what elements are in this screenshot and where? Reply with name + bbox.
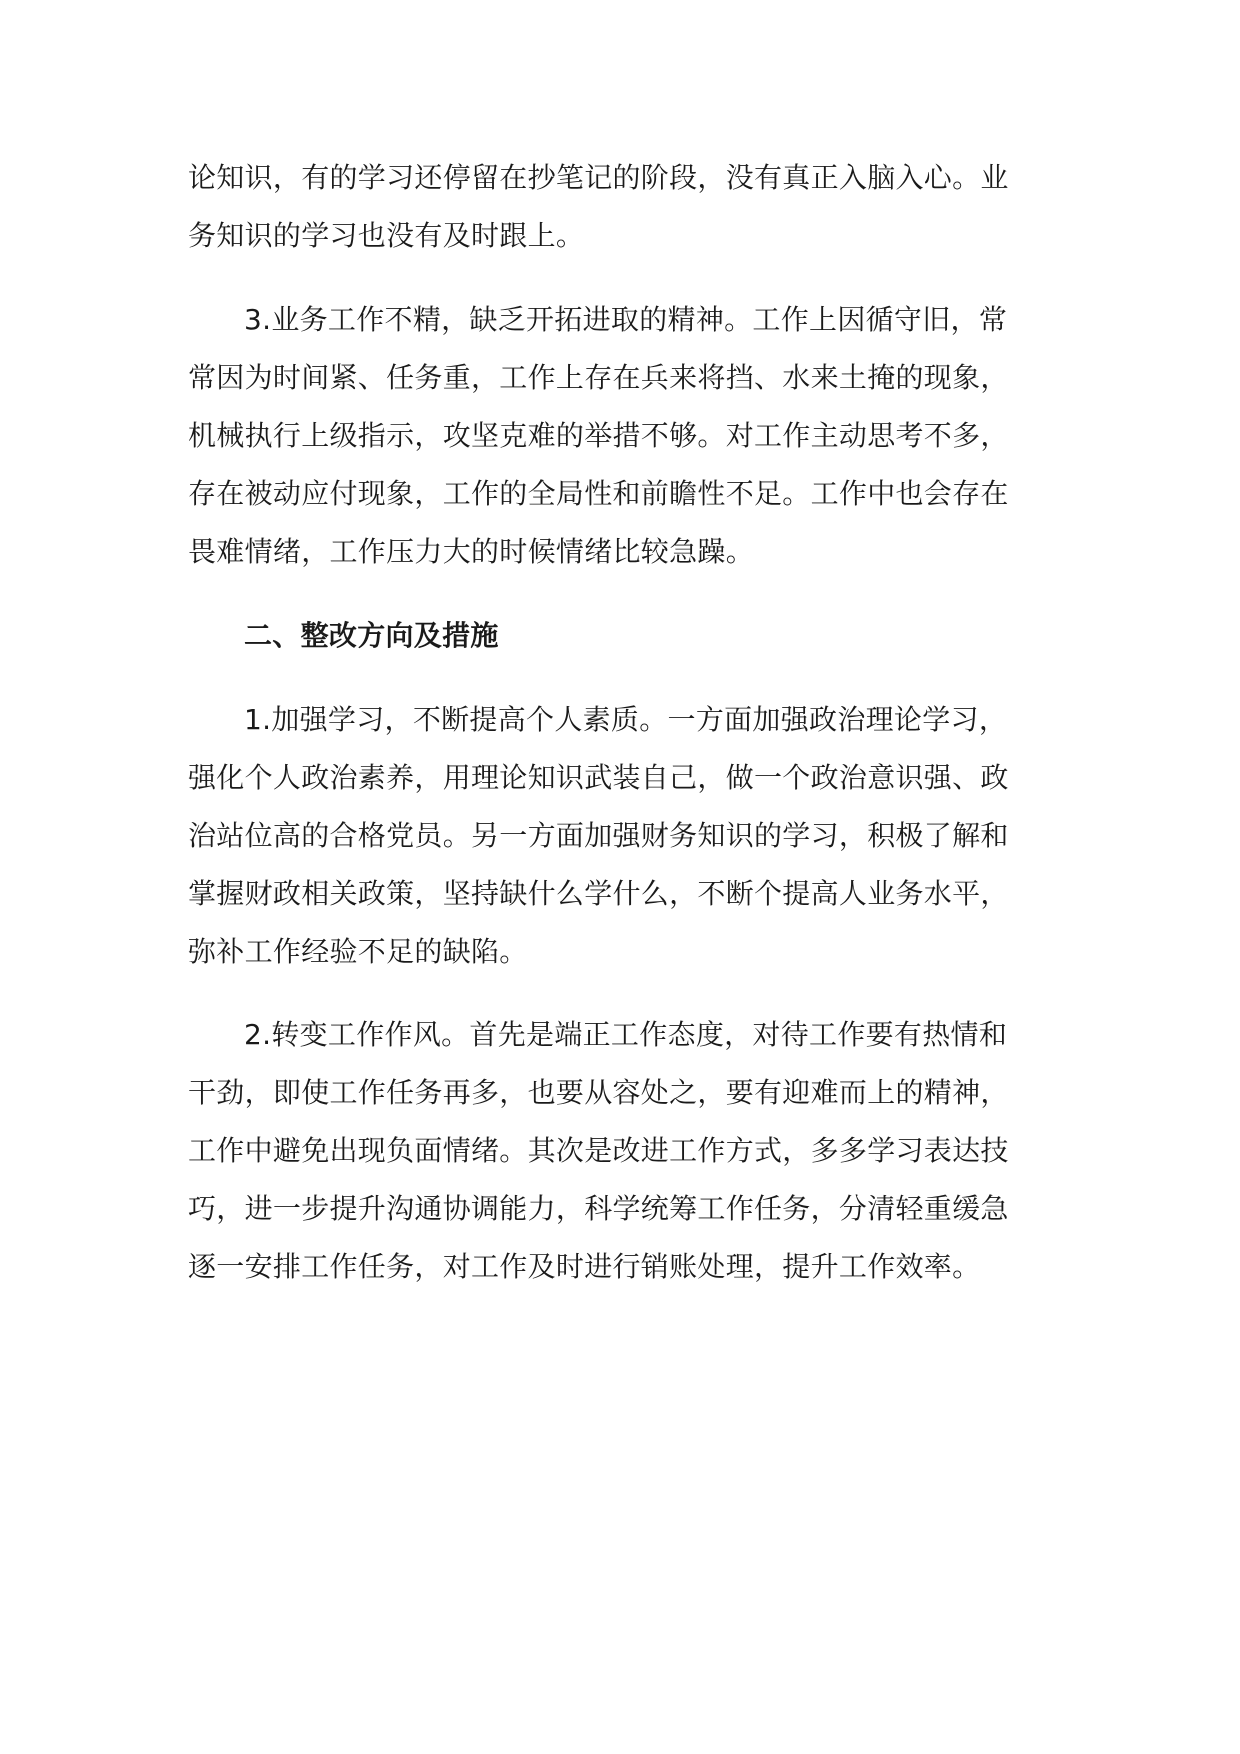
paragraph-3-line-2: 强化个人政治素养，用理论知识武装自己，做一个政治意识强、政 [188, 761, 1009, 794]
paragraph-4-line-3: 工作中避免出现负面情绪。其次是改进工作方式，多多学习表达技 [188, 1134, 1009, 1167]
paragraph-1-line-2: 务知识的学习也没有及时跟上。 [188, 219, 585, 252]
paragraph-4-line-5: 逐一安排工作任务，对工作及时进行销账处理，提升工作效率。 [188, 1250, 981, 1283]
paragraph-3-line-4: 掌握财政相关政策，坚持缺什么学什么，不断个提高人业务水平， [188, 877, 1009, 910]
section-heading: 二、整改方向及措施 [244, 619, 499, 652]
paragraph-2-line-2: 常因为时间紧、任务重，工作上存在兵来将挡、水来土掩的现象， [188, 361, 1009, 394]
paragraph-2-line-5: 畏难情绪，工作压力大的时候情绪比较急躁。 [188, 535, 755, 568]
paragraph-3-line-3: 治站位高的合格党员。另一方面加强财务知识的学习，积极了解和 [188, 819, 1009, 852]
paragraph-2-line-1: 3.业务工作不精，缺乏开拓进取的精神。工作上因循守旧，常 [244, 303, 1008, 336]
paragraph-4-line-2: 干劲，即使工作任务再多，也要从容处之，要有迎难而上的精神， [188, 1076, 1009, 1109]
paragraph-1-line-1: 论知识，有的学习还停留在抄笔记的阶段，没有真正入脑入心。业 [188, 161, 1009, 194]
paragraph-4-line-1: 2.转变工作作风。首先是端正工作态度，对待工作要有热情和 [244, 1018, 1008, 1051]
paragraph-4-line-4: 巧，进一步提升沟通协调能力，科学统筹工作任务，分清轻重缓急 [188, 1192, 1009, 1225]
paragraph-3-line-5: 弥补工作经验不足的缺陷。 [188, 935, 528, 968]
paragraph-2-line-3: 机械执行上级指示，攻坚克难的举措不够。对工作主动思考不多， [188, 419, 1009, 452]
paragraph-2-line-4: 存在被动应付现象，工作的全局性和前瞻性不足。工作中也会存在 [188, 477, 1009, 510]
paragraph-3-line-1: 1.加强学习，不断提高个人素质。一方面加强政治理论学习， [244, 703, 1008, 736]
